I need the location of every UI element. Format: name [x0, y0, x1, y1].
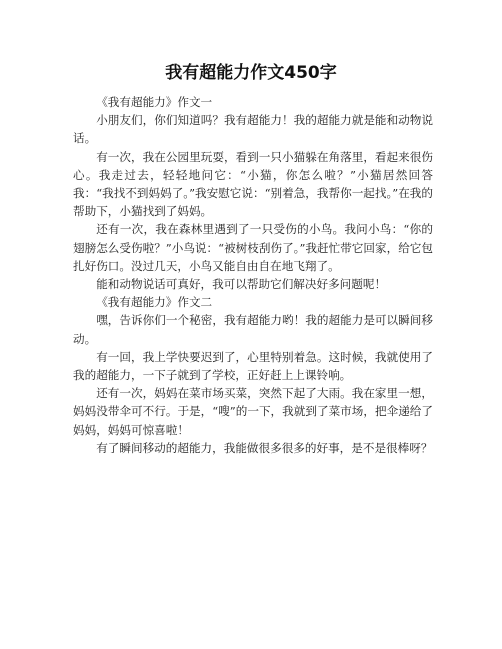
essay-heading-1: 《我有超能力》作文一	[96, 95, 213, 109]
page-title: 我有超能力作文450字	[165, 63, 337, 83]
paragraph: 有一次，我在公园里玩耍，看到一只小猫躲在角落里，看起来很伤心。我走过去，轻轻地问它：“小猫，你怎么啦？”小猫居然回答我：“我找不到妈妈了。”我安慰它说：“别着急，我帮你一起找。”在我的帮助下，小猫找到了妈妈。	[73, 149, 433, 219]
paragraph: 嘿，告诉你们一个秘密，我有超能力哟！我的超能力是可以瞬间移动。	[73, 313, 433, 346]
paragraph: 小朋友们，你们知道吗？我有超能力！我的超能力就是能和动物说话。	[73, 113, 433, 146]
paragraph: 还有一次，妈妈在菜市场买菜，突然下起了大雨。我在家里一想，妈妈没带伞可不行。于是，“嗖”的一下，我就到了菜市场，把伞递给了妈妈，妈妈可惊喜啦！	[73, 386, 433, 437]
paragraph: 有一回，我上学快要迟到了，心里特别着急。这时候，我就使用了我的超能力，一下子就到了学校，正好赶上上课铃响。	[73, 349, 433, 383]
document-body	[73, 93, 433, 457]
paragraph: 还有一次，我在森林里遇到了一只受伤的小鸟。我问小鸟：“你的翅膀怎么受伤啦？”小鸟说：“被树枝刮伤了。”我赶忙带它回家，给它包扎好伤口。没过几天，小鸟又能自由自在地飞翔了。	[73, 222, 433, 273]
paragraph: 能和动物说话可真好，我可以帮助它们解决好多问题呢！	[96, 277, 387, 292]
essay-heading-2: 《我有超能力》作文二	[96, 295, 213, 310]
paragraph: 有了瞬间移动的超能力，我能做很多很多的好事，是不是很棒呀？	[96, 440, 433, 455]
